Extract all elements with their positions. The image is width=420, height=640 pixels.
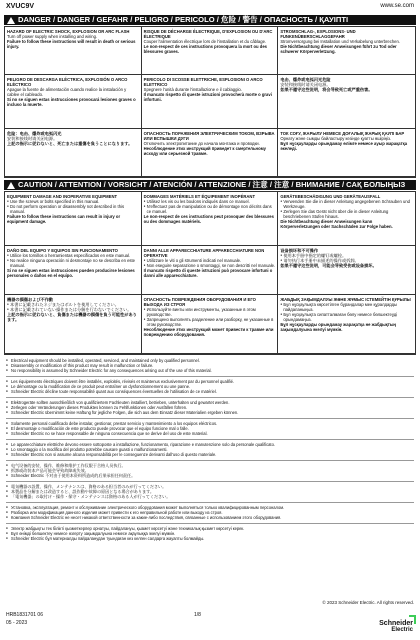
- danger-cell-consequence: Die Nichtbeachtung dieser Anweisungen führt zu Tod oder schwerer Körperverletzung.: [280, 44, 397, 54]
- caution-cell-consequence: 如果不遵守这些说明，可能会导致受伤或设备损坏。: [280, 263, 377, 268]
- note-item: ● Le démontage ou la modification de ce produit peut entraîner un dysfonctionnement ou une panne.: [6, 384, 414, 389]
- document-code: HRB1831701 06: [6, 612, 43, 618]
- page-footer: [4, 600, 416, 636]
- danger-cell-title: ОПАСНОСТЬ ПОРАЖЕНИЯ ЭЛЕКТРИЧЕСКИМ ТОКОМ, ВЗРЫВА ИЛИ ВСПЫШКИ ДУГИ: [143, 130, 275, 141]
- danger-cell: [5, 75, 142, 128]
- danger-table: [4, 26, 416, 178]
- schneider-electric-logo: [376, 614, 416, 636]
- danger-cell-title: STROMSCHLAG-, EXPLOSIONS- UND FUNKENÜBERSCHLAGGEFAHR: [280, 29, 356, 39]
- document-date: 05 - 2023: [6, 620, 28, 626]
- caution-cell-item: ● Используйте винты или инструменты, указанные в этом руководстве.: [144, 307, 276, 317]
- danger-cell: [5, 27, 142, 75]
- caution-cell: [278, 192, 415, 246]
- danger-cell-body: Turn off power supply when installing and wiring.: [7, 34, 98, 39]
- caution-cell-consequence: Si no se siguen estas instrucciones pueden producirse lesiones personales o daños en el equipo.: [7, 268, 135, 278]
- danger-cell-consequence: Несоблюдение этих инструкций приведет к смертельному исходу или серьезной травме.: [143, 145, 266, 156]
- notes-divider: [6, 460, 414, 461]
- caution-cell-consequence: Бұл нұсқауларды орындамау жарақатқа не жабдықтың зақымдалуына әкелуі мүмкін.: [280, 322, 396, 332]
- danger-cell-consequence: 如果不遵守这些说明，将会导致死亡或严重伤害。: [280, 87, 373, 93]
- notes-divider: [6, 523, 414, 524]
- caution-cell-item: ● Verwenden Sie die in dieser Anleitung angegebenen Schrauben und Werkzeuge.: [280, 199, 413, 209]
- logo-word-top: Schneider: [379, 620, 413, 627]
- caution-cell-consequence: 上記の指示に従わないと、負傷または機器の損傷を負う可能性があります。: [7, 312, 137, 322]
- caution-cell-title: 设备损坏和不可操作: [280, 248, 319, 253]
- caution-cell-item: ● Non eseguire separazione o smontaggi, se non descritti nel manuale.: [144, 263, 276, 268]
- warning-triangle-icon: [7, 17, 15, 24]
- caution-cell-consequence: Il mancato rispetto di queste istruzioni può provocare infortuni o danni alle apparecchiature.: [143, 268, 273, 278]
- notes-language-group: [6, 358, 414, 373]
- notes-divider: [6, 481, 414, 482]
- product-code: XVUC9V: [6, 3, 35, 10]
- caution-cell-item: ● 本書に記載されたネジまたはボルトを使用してください。: [7, 302, 139, 307]
- caution-cell: [5, 246, 142, 295]
- danger-cell-consequence: Бұл нұсқауларды орындамау өлімге немесе ауыр жарақатқа әкеледі.: [280, 140, 408, 151]
- note-item: ● 「電気機器」の取付け・操作・保守・メンテナンスは資格のある人が行ってください。: [6, 494, 414, 499]
- caution-cell-item: ● 本書に記載されていない操作または分解を行わないでください。: [7, 307, 139, 312]
- caution-cell-item: ● 使用本手册中指定的螺钉或螺栓。: [280, 253, 413, 258]
- notes-language-group: [6, 442, 414, 457]
- danger-cell: [278, 129, 415, 177]
- note-item: ● Электр жабдықты тек білікті қызметкерлер орнатуы, пайдалануы, қызмет көрсетуі және техникалық қызмет көрсетуі керек.: [6, 526, 414, 531]
- danger-banner-text: DANGER / DANGER / GEFAHR / PELIGRO / PERICOLO / 危险 / 警告 / ОПАСНОСТЬ / ҚАУІПТІ: [18, 15, 349, 24]
- note-item: ● 电气设备的安装、操作、维修和维护工作仅限于合格人员执行。: [6, 463, 414, 468]
- page-number: 1/8: [194, 612, 201, 618]
- danger-cell: [142, 129, 279, 177]
- danger-cell-consequence: Le non-respect de ces instructions provoquera la mort ou des blessures graves.: [143, 44, 267, 54]
- danger-cell-title: 电击、爆炸或电弧闪光危险: [280, 77, 331, 83]
- note-item: ● Electrical equipment should be installed, operated, serviced, and maintained only by qualified personnel.: [6, 358, 414, 363]
- logo-word-bottom: Electric: [391, 627, 413, 633]
- danger-cell-consequence: 上記の指示に従わないと、死亡または重傷を負うことになります。: [7, 140, 133, 146]
- caution-cell: [142, 192, 279, 246]
- danger-banner: [4, 15, 416, 25]
- danger-cell-body: Spegnere l'unità durante l'installazione e il cablaggio.: [143, 87, 242, 93]
- website-url: www.se.com: [380, 3, 414, 9]
- note-item: ● Schneider Electric non si assume alcuna responsabilità per le conseguenze derivanti dall'uso di questo materiale.: [6, 452, 414, 457]
- caution-cell-item: ● Бұл нұсқаулықта сипатталмаған бөлу немесе бөлшектеуді орындамаңыз.: [280, 312, 413, 322]
- danger-cell: [142, 75, 279, 128]
- danger-cell: [278, 75, 415, 128]
- notes-divider: [6, 397, 414, 398]
- danger-cell-body: Apague la fuente de alimentación cuando realice la instalación y cablee el cableado.: [7, 87, 127, 98]
- danger-cell-title: PELIGRO DE DESCARGA ELÉCTRICA, EXPLOSIÓN O ARCO ELÉCTRICO: [7, 77, 128, 88]
- notes-divider: [6, 418, 414, 419]
- caution-cell-item: ● 请勿执行本手册中未描述的操作或拆卸。: [280, 258, 413, 263]
- note-item: ● Schneider Electric übernimmt keine Haftung für jegliche Folgen, die sich aus dem Einsatz dieser Materialien ergeben können.: [6, 410, 414, 415]
- caution-cell-item: ● No realice ninguna operación ni desmontaje no se describa en este manual.: [7, 258, 139, 268]
- caution-cell: [278, 246, 415, 295]
- caution-cell-item: ● Бұл нұсқаулықта көрсетілген бұрандалар мен құралдарды пайдаланыңыз.: [280, 302, 413, 312]
- caution-cell-item: ● Use the screws or bolts specified in this manual.: [7, 199, 139, 204]
- danger-cell-title: RISQUE DE DÉCHARGE ÉLECTRIQUE, D'EXPLOSION OU D'ARC ÉLECTRIQUE: [143, 29, 273, 39]
- note-item: ● Disassembly or modification of this product may result in malfunction or failure.: [6, 363, 414, 368]
- caution-cell: [142, 246, 279, 295]
- caution-cell-consequence: Failure to follow these instructions can result in injury or equipment damage.: [7, 214, 121, 224]
- notes-language-group: [6, 526, 414, 541]
- note-item: ● Schneider Electric бұл материалды пайдаланудан туындаған кез келген салдарға жауапты болмайды.: [6, 536, 414, 541]
- danger-cell-body: 安装和接线时请关闭电源。: [280, 82, 331, 88]
- danger-cell-body: Орнату және сымды байластыру кезінде қуатты өшіріңіз.: [280, 135, 392, 141]
- caution-cell-item: ● Utilizzare le viti o gli strumenti indicati nel manuale.: [144, 258, 276, 263]
- notes-language-group: [6, 463, 414, 478]
- note-item: ● Elektrogeräte sollten ausschließlich von qualifiziertem Fachleuten installiert, betrieben, unterhalten und gewartet werden.: [6, 400, 414, 405]
- note-item: ● Разборка или модификация данного изделия может привести к его неправильной работе или выходу из строя.: [6, 510, 414, 515]
- notes-divider: [6, 502, 414, 503]
- danger-cell-title: HAZARD OF ELECTRIC SHOCK, EXPLOSION OR ARC FLASH: [7, 29, 130, 34]
- notes-divider: [6, 439, 414, 440]
- note-item: ● 拆卸或改装本产品可能会导致故障或失效。: [6, 468, 414, 473]
- page-header: [6, 3, 414, 13]
- note-item: ● Установка, эксплуатация, ремонт и обслуживание электрического оборудования может выполняться только квалифицированным персоналом.: [6, 505, 414, 510]
- caution-cell: [5, 192, 142, 246]
- danger-cell-title: 危险：电击、爆炸或电弧闪光: [7, 130, 62, 136]
- danger-cell-title: PERICOLO DI SCOSSE ELETTRICHE, ESPLOSIONI O ARCO ELETTRICO: [143, 77, 263, 88]
- caution-cell-title: DANNI ALLE APPARECCHIATURE APPARECCHIATURE NON OPERATIVE: [143, 248, 265, 258]
- caution-cell: [278, 295, 415, 354]
- caution-cell: [5, 295, 142, 354]
- notes-divider: [6, 376, 414, 377]
- caution-cell-title: 機器の損傷および不作動: [7, 297, 54, 302]
- caution-triangle-icon: [7, 182, 15, 189]
- caution-cell-title: ОПАСНОСТЬ ПОВРЕЖДЕНИЯ ОБОРУДОВАНИЯ И ЕГО ВЫХОДА ИЗ СТРОЯ: [143, 297, 256, 307]
- caution-cell: [142, 295, 279, 354]
- caution-cell-item: ● N'effectuez pas de manipulation ou de démontage non décrits dans ce manuel.: [144, 204, 276, 214]
- caution-cell-item: ● Utilisez les vis ou les boulons indiqués dans ce manuel.: [144, 199, 276, 204]
- note-item: ● Компания Schneider Electric не несет никакой ответственности за какие-либо последствия, связанные с использованием этого оборудования.: [6, 515, 414, 520]
- caution-table: [4, 191, 416, 355]
- note-item: ● Schneider Electric no se hace responsable de ninguna consecuencia que se derive del uso de este material.: [6, 431, 414, 436]
- note-item: ● Schneider Electric décline toute responsabilité quant aux conséquences éventuelles de l'utilisation de ce matériel.: [6, 389, 414, 394]
- danger-cell-consequence: Failure to follow these instructions will result in death or serious injury.: [7, 39, 136, 49]
- danger-cell-consequence: Si no se siguen estas instrucciones provocará lesiones graves o incluso la muerte.: [7, 97, 136, 108]
- caution-cell-item: ● Do not perform operation or disassembly not described in this manual.: [7, 204, 139, 214]
- caution-cell-consequence: Die Nichtbeachtung dieser Anweisungen kann Körperverletzungen oder Sachschäden zur Folge haben.: [280, 219, 393, 229]
- danger-cell-title: ТОК СОҒУ, ЖАРЫЛУ НЕМЕСЕ ДОҒАЛЫҚ ЖАРЫҚ ҚАУПІ БАР: [280, 130, 405, 136]
- caution-cell-title: EQUIPMENT DAMAGE AND INOPERATIVE EQUIPMENT: [7, 194, 118, 199]
- caution-banner-text: CAUTION / ATTENTION / VORSICHT / ATENCIÓN / ATTENZIONE / 注意 / 注意 / ВНИМАНИЕ / САҚ БОЛЫҢЫЗ: [18, 180, 406, 189]
- danger-cell: [5, 129, 142, 177]
- note-item: ● Schneider Electric 不对由于使用本资料所造成的后果承担任何责任。: [6, 473, 414, 478]
- note-item: ● Le apparecchiature elettriche devono essere sottoposte a installazione, funzionamento, riparazione e manutenzione solo da personale qualificato.: [6, 442, 414, 447]
- caution-cell-consequence: Несоблюдение этих инструкций может привести к травме или повреждению оборудования.: [143, 327, 274, 337]
- note-item: ● No responsibility is assumed by Schneider Electric for any consequences arising out of the use of this material.: [6, 368, 414, 373]
- caution-cell-item: ● Utilice los tornillos o herramientas especificados en este manual.: [7, 253, 139, 258]
- note-item: ● Solamente personal cualificado debe instalar, gestionar, prestar servicio y mantenimiento a los equipos eléctricos.: [6, 421, 414, 426]
- note-item: ● El desmontaje o modificación de este producto puede provocar que el equipo funcione mal o falle.: [6, 426, 414, 431]
- general-notes: [6, 358, 414, 604]
- caution-cell-title: GERÄTEBESCHÄDIGUNG UND GERÄTEAUSFALL: [280, 194, 381, 199]
- note-item: ● 電気機器の設置、操作、メンテナンスは、資格のある担当者のみが行ってください。: [6, 484, 414, 489]
- danger-cell: [278, 27, 415, 75]
- danger-cell-body: Couper l'alimentation électrique lors de l'installation et du câblage.: [143, 39, 267, 44]
- danger-cell-body: Stromversorgung bei Installation und Verkabelung unterbrechen.: [280, 39, 400, 44]
- note-item: ● 本製品を分解または改造すると、誤作動や故障の原因となる場合があります。: [6, 489, 414, 494]
- caution-cell-title: DOMMAGES MATÉRIELS ET ÉQUIPEMENT INOPÉRANT: [143, 194, 256, 199]
- danger-cell: [142, 27, 279, 75]
- caution-cell-item: ● Запрещено выполнять разделение или разборку, не указанные в этом руководстве.: [144, 317, 276, 327]
- copyright-text: © 2023 Schneider Electric. All rights reserved.: [322, 600, 414, 605]
- caution-cell-consequence: Le non-respect de ces instructions peut provoquer des blessures ou des dommages matériels.: [143, 214, 274, 224]
- notes-language-group: [6, 400, 414, 415]
- note-item: ● Zerlegen oder Veränderungen dieses Produktes können zu Fehlfunktionen oder Ausfällen führen.: [6, 405, 414, 410]
- caution-cell-item: ● Zerlegen Sie das Gerät nicht über die in dieser Anleitung beschriebenen Stufen hinaus.: [280, 209, 413, 219]
- danger-cell-consequence: Il mancato rispetto di queste istruzioni provocherà morte o gravi infortuni.: [143, 92, 272, 103]
- note-item: ● Lo smontaggio o la modifica del prodotto potrebbe causare guasti o malfunzionamenti.: [6, 447, 414, 452]
- notes-language-group: [6, 484, 414, 499]
- caution-cell-title: ЖАБДЫҚ ЗАҚЫМДАЛУЫ ЖӘНЕ ЖҰМЫС ІСТЕМЕЙТІН ҚҰРЫЛЫ: [280, 297, 411, 302]
- note-item: ● Бұл өнімді бөлшектеу немесе өзгерту зақымдалуына немесе ақаулыққа әкелуі мүмкін.: [6, 531, 414, 536]
- caution-banner: [4, 180, 416, 190]
- notes-language-group: [6, 379, 414, 394]
- notes-language-group: [6, 421, 414, 436]
- notes-language-group: [6, 505, 414, 520]
- danger-cell-body: 安装和接线时请关闭电源。: [7, 135, 58, 141]
- caution-cell-title: DAÑO DEL EQUIPO Y EQUIPOS SIN FUNCIONAMIENTO: [7, 248, 118, 253]
- danger-cell-body: Отключить электропитание до начала монтажа и проводки.: [143, 140, 260, 146]
- note-item: ● Les équipements électriques doivent être installés, exploités, révisés et maintenus exclusivement par du personnel qualifié.: [6, 379, 414, 384]
